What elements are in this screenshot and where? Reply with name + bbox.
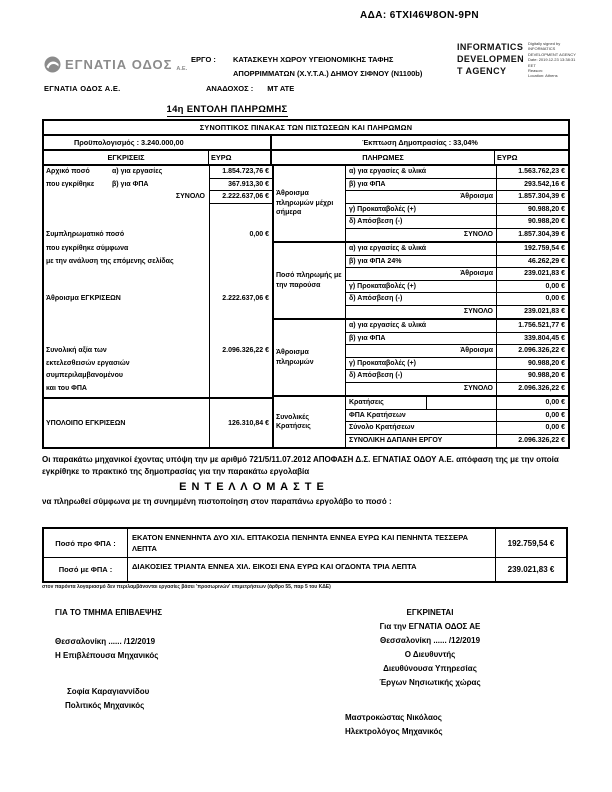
stamp-signature-line: INFORMATICS xyxy=(528,46,556,52)
payments-row xyxy=(346,166,568,179)
approvals-value: 1.854.723,76 € xyxy=(210,166,272,179)
amount-row-label: Ποσό προ ΦΠΑ : xyxy=(44,529,128,557)
payments-row-value: 0,00 € xyxy=(545,424,565,431)
payments-row-label-inner: Κρατήσεις xyxy=(349,397,427,409)
approvals-value: 367.913,30 € xyxy=(210,179,272,192)
stamp-agency-text xyxy=(457,41,524,79)
document-title: 14η ΕΝΤΟΛΗ ΠΛΗΡΩΜΗΣ xyxy=(166,104,288,115)
approvals-line: με την ανάλυση της επόμενης σελίδας xyxy=(46,257,174,265)
project-line-2: ΑΠΟΡΡΙΜΜΑΤΩΝ (Χ.Υ.Τ.Α.) ΔΗΜΟΥ ΣΙΦΝΟΥ (Ν1100b) xyxy=(233,69,423,78)
payments-row xyxy=(346,358,568,371)
payments-group-rows xyxy=(346,243,568,318)
payments-row-label: α) για εργασίες & υλικά xyxy=(346,166,497,178)
approvals-line: Συνολική αξία των xyxy=(46,347,107,354)
stamp-signature-line: DEVELOPMENT AGENCY xyxy=(528,51,576,57)
payments-row-label: γ) Προκαταβολές (+) xyxy=(346,281,497,293)
payments-row xyxy=(346,216,568,229)
payments-group-rows xyxy=(346,320,568,395)
payments-group-label: Άθροισμα πληρωμών μέχρι σήμερα xyxy=(274,166,346,241)
stamp-signature-line: EET xyxy=(528,62,536,68)
amount-row xyxy=(44,529,566,558)
payments-row-value: 192.759,54 € xyxy=(524,245,565,252)
payments-row xyxy=(346,229,568,242)
payments-row xyxy=(346,191,568,204)
header-payments: ΠΛΗΡΩΜΕΣ xyxy=(272,151,495,164)
logo-brand-suffix: Α.Ε. xyxy=(176,66,188,72)
intro-paragraph: Οι παρακάτω μηχανικοί έχοντας υπόψη την με αριθμό 721/5/11.07.2012 ΑΠΟΦΑΣΗ Δ.Σ. ΕΓΝΑΤΙΑΣ ΟΔΟΥ Α.Ε. απόφαση της με την οποία εγκρίθηκε το πρακτικό της δημοπρασίας για την παρακάτω εργολαβία xyxy=(42,455,559,476)
ada-code: ΑΔΑ: 6ΤΧΙ46Ψ8ΟΝ-9ΡΝ xyxy=(360,10,480,21)
payments-row xyxy=(346,293,568,306)
sig-left-title: ΓΙΑ ΤΟ ΤΜΗΜΑ ΕΠΙΒΛΕΨΗΣ xyxy=(55,608,163,617)
payments-row-value: 90.988,20 € xyxy=(528,372,565,379)
approvals-value: 2.222.637,06 € xyxy=(210,191,272,204)
payments-row-label: ΣΥΝΟΛΟ xyxy=(346,229,497,242)
payments-row-label: γ) Προκαταβολές (+) xyxy=(346,204,497,216)
stamp-agency-line: DEVELOPMEN xyxy=(457,54,525,64)
header-approvals: ΕΓΚΡΙΣΕΙΣ xyxy=(44,151,209,164)
stamp-agency-line: T AGENCY xyxy=(457,66,507,76)
signature-right-block xyxy=(345,606,515,739)
payments-row-value: 90.988,20 € xyxy=(528,218,565,225)
pay-instruction: να πληρωθεί σύμφωνα με τη συνημμένη πιστοποίηση στον παραπάνω εργολάβο το ποσό : xyxy=(42,497,392,506)
payments-row xyxy=(346,397,568,410)
contractor-label: ΑΝΑΔΟΧΟΣ : xyxy=(206,84,254,93)
approvals-line-label: Αρχικό ποσό xyxy=(46,168,90,175)
amount-row xyxy=(44,558,566,581)
payments-row xyxy=(346,268,568,281)
payments-row-value: 0,00 € xyxy=(545,282,565,290)
payments-row-label: α) για εργασίες & υλικά xyxy=(346,243,497,255)
payments-row-label: Άθροισμα xyxy=(346,268,497,280)
payments-row-label xyxy=(346,397,497,409)
payments-row xyxy=(346,281,568,294)
payments-row-label: ΣΥΝΟΛΙΚΗ ΔΑΠΑΝΗ ΕΡΓΟΥ xyxy=(346,435,497,448)
payments-row-value: 239.021,83 € xyxy=(524,270,565,277)
payments-row-value: 1.857.304,39 € xyxy=(518,193,565,200)
payments-row-label: γ) Προκαταβολές (+) xyxy=(346,358,497,370)
amount-row-value: 192.759,54 € xyxy=(507,538,555,548)
payments-row-label: δ) Απόσβεση (-) xyxy=(346,370,497,382)
payments-row xyxy=(346,345,568,358)
payments-row-value: 90.988,20 € xyxy=(528,359,565,367)
payments-row-label: Άθροισμα xyxy=(346,345,497,357)
payments-row-value: 90.988,20 € xyxy=(528,205,565,213)
approvals-line: συμπεριλαμβανομένου xyxy=(46,372,123,379)
approvals-value: 2.222.637,06 € xyxy=(222,295,269,302)
summary-table-body xyxy=(44,166,568,447)
sig-left-date: Θεσσαλονίκη ...... /12/2019 xyxy=(55,637,156,646)
payments-row-value: 2.096.326,22 € xyxy=(518,436,565,444)
payments-row-value: 0,00 € xyxy=(545,411,565,419)
payments-row-value: 293.542,16 € xyxy=(524,180,565,188)
approvals-line-sublabel: β) για ΦΠΑ xyxy=(112,180,149,188)
logo-brand-text: ΕΓΝΑΤΙΑ ΟΔΟΣ xyxy=(65,57,173,72)
sig-right-role1: Ο Διευθυντής xyxy=(404,650,456,659)
stamp-signature-line: Location: Athens xyxy=(528,73,558,79)
sig-right-name: Μαστροκώστας Νικόλαος xyxy=(345,713,442,722)
payments-row-value: 2.096.326,22 € xyxy=(518,347,565,354)
payments-row-value: 0,00 € xyxy=(545,399,565,406)
budget-row xyxy=(44,136,568,151)
company-name: ΕΓΝΑΤΙΑ ΟΔΟΣ Α.Ε. xyxy=(44,84,121,93)
stamp-agency-line: INFORMATICS xyxy=(457,42,524,52)
payments-row-label: ΣΥΝΟΛΟ xyxy=(346,306,497,319)
sig-left-profession: Πολιτικός Μηχανικός xyxy=(65,701,145,710)
payments-row-label: ΣΥΝΟΛΟ xyxy=(346,383,497,396)
approvals-line-sublabel: α) για εργασίες xyxy=(112,168,163,175)
approvals-value: 0,00 € xyxy=(249,230,269,238)
approvals-line: Άθροισμα ΕΓΚΡΙΣΕΩΝ xyxy=(46,295,121,302)
payments-group xyxy=(274,241,568,318)
payments-group xyxy=(274,318,568,395)
summary-table-title: ΣΥΝΟΠΤΙΚΟΣ ΠΙΝΑΚΑΣ ΤΩΝ ΠΙΣΤΩΣΕΩΝ ΚΑΙ ΠΛΗΡΩΜΩΝ xyxy=(44,121,568,136)
payments-row-label: ΦΠΑ Κρατήσεων xyxy=(346,410,497,422)
payments-group-rows xyxy=(346,397,568,447)
discount-cell: Έκπτωση Δημοπρασίας : 33,04% xyxy=(362,138,478,147)
header-euro-left: ΕΥΡΩ xyxy=(209,151,272,164)
sig-right-title: ΕΓΚΡΙΝΕΤΑΙ xyxy=(406,608,454,617)
digital-signature-stamp xyxy=(457,41,576,79)
approvals-value-pane xyxy=(209,166,272,447)
payments-row xyxy=(346,422,568,435)
payments-row-label: δ) Απόσβεση (-) xyxy=(346,293,497,305)
command-text: Ε Ν Τ Ε Λ Λ Ο Μ Α Σ Τ Ε xyxy=(179,481,325,493)
stamp-signature-line: Digitally signed by xyxy=(528,41,561,46)
header-euro-right: ΕΥΡΩ xyxy=(497,153,518,162)
payments-group-label: Συνολικές Κρατήσεις xyxy=(274,397,346,447)
payments-row xyxy=(346,410,568,423)
approvals-value: 2.096.326,22 € xyxy=(222,347,269,354)
payments-row-value: 1.563.762,23 € xyxy=(518,168,565,175)
egnatia-logo-icon xyxy=(44,56,61,73)
sig-right-role3: Έργων Νησιωτικής χώρας xyxy=(379,678,481,687)
payments-row-value: 0,00 € xyxy=(545,295,565,302)
summary-table xyxy=(42,119,570,449)
payments-group-rows xyxy=(346,166,568,241)
signature-left-block xyxy=(55,606,230,713)
sig-right-for: Για την ΕΓΝΑΤΙΑ ΟΔΟΣ ΑΕ xyxy=(379,622,481,631)
amount-table xyxy=(42,527,568,583)
approvals-line xyxy=(46,166,207,179)
amount-row-words: ΔΙΑΚΟΣΙΕΣ ΤΡΙΑΝΤΑ ΕΝΝΕΑ ΧΙΛ. ΕΙΚΟΣΙ ΕΝΑ ΕΥΡΩ ΚΑΙ ΟΓΔΟΝΤΑ ΤΡΙΑ ΛΕΠΤΑ xyxy=(128,558,496,581)
payments-row xyxy=(346,306,568,319)
stamp-signature-text xyxy=(528,41,576,79)
payments-row xyxy=(346,204,568,217)
project-block xyxy=(191,53,422,81)
payments-row-label: Σύνολο Κρατήσεων xyxy=(346,422,497,434)
project-label: ΕΡΓΟ : xyxy=(191,55,216,64)
payments-row-label: β) για ΦΠΑ xyxy=(346,179,497,191)
payments-row-label: Άθροισμα xyxy=(346,191,497,203)
payments-row-value: 2.096.326,22 € xyxy=(518,384,565,392)
approvals-label-pane xyxy=(44,166,209,447)
payments-row-value: 239.021,83 € xyxy=(524,307,565,315)
approvals-line-label: που εγκρίθηκε xyxy=(46,180,95,188)
approvals-line xyxy=(46,179,207,192)
amount-row-label: Ποσό με ΦΠΑ : xyxy=(44,558,128,581)
payments-row xyxy=(346,256,568,269)
payments-row-label: β) για ΦΠΑ 24% xyxy=(346,256,497,268)
payments-row xyxy=(346,383,568,396)
payments-row-label: δ) Απόσβεση (-) xyxy=(346,216,497,228)
payments-row-value: 339.804,45 € xyxy=(524,334,565,342)
payments-row xyxy=(346,435,568,448)
contractor-block xyxy=(206,84,294,93)
payments-row-value: 46.262,29 € xyxy=(528,257,565,265)
payments-row xyxy=(346,370,568,383)
payments-row-label: α) για εργασίες & υλικά xyxy=(346,320,497,332)
budget-cell: Προϋπολογισμός : 3.240.000,00 xyxy=(44,136,272,149)
sig-left-name: Σοφία Καραγιαννίδου xyxy=(67,687,150,696)
approvals-line: Συμπληρωματικό ποσό xyxy=(46,230,125,238)
approvals-line: εκτελεσθεισών εργασιών xyxy=(46,359,130,367)
sig-right-role2: Διευθύνουσα Υπηρεσίας xyxy=(383,664,477,673)
payments-pane xyxy=(272,166,568,447)
project-line-1: ΚΑΤΑΣΚΕΥΗ ΧΩΡΟΥ ΥΓΕΙΟΝΟΜΙΚΗΣ ΤΑΦΗΣ xyxy=(233,55,394,64)
project-lines xyxy=(233,53,422,81)
contractor-value: ΜΤ ΑΤΕ xyxy=(267,84,295,93)
payments-row-label: β) για ΦΠΑ xyxy=(346,333,497,345)
payments-group-label: Άθροισμα πληρωμών xyxy=(274,320,346,395)
egnatia-logo xyxy=(44,56,187,73)
payments-group xyxy=(274,395,568,447)
sig-right-date: Θεσσαλονίκη ...... /12/2019 xyxy=(379,636,481,645)
remainder-label: ΥΠΟΛΟΙΠΟ ΕΓΚΡΙΣΕΩΝ xyxy=(44,397,209,447)
payments-row xyxy=(346,333,568,346)
sig-left-role: Η Επιβλέπουσα Μηχανικός xyxy=(55,651,159,660)
payments-row-value: 1.857.304,39 € xyxy=(518,230,565,238)
stamp-signature-line: Reason: xyxy=(528,68,543,74)
approvals-line: που εγκρίθηκε σύμφωνα xyxy=(46,245,129,252)
payments-row-value: 1.756.521,77 € xyxy=(518,322,565,329)
payments-row xyxy=(346,243,568,256)
amount-row-words: ΕΚΑΤΟΝ ΕΝΝΕΝΗΝΤΑ ΔΥΟ ΧΙΛ. ΕΠΤΑΚΟΣΙΑ ΠΕΝΗΝΤΑ ΕΝΝΕΑ ΕΥΡΩ ΚΑΙ ΠΕΝΗΝΤΑ ΤΕΣΣΕΡΑ ΛΕΠΤΑ xyxy=(128,529,496,557)
sig-right-profession: Ηλεκτρολόγος Μηχανικός xyxy=(345,727,443,736)
column-header-row xyxy=(44,151,568,166)
remainder-value: 126.310,84 € xyxy=(210,397,272,447)
amount-row-value: 239.021,83 € xyxy=(507,565,555,574)
approvals-line: και του ΦΠΑ xyxy=(46,384,87,392)
footnote: στον παρόντα λογαριασμό δεν περιλαμβάνονται εργασίες βάσει 'προσωρινών' επιμετρήσεων (άρθρο 55, παρ 5 του ΚΔΕ) xyxy=(42,584,331,590)
payments-row xyxy=(346,179,568,192)
payments-row xyxy=(346,320,568,333)
payments-group-label: Ποσό πληρωμής με την παρούσα xyxy=(274,243,346,318)
approvals-line: ΣΥΝΟΛΟ xyxy=(175,193,205,200)
stamp-signature-line: Date: 2019.12.23 13:38:31 xyxy=(528,57,576,63)
payments-group xyxy=(274,166,568,241)
